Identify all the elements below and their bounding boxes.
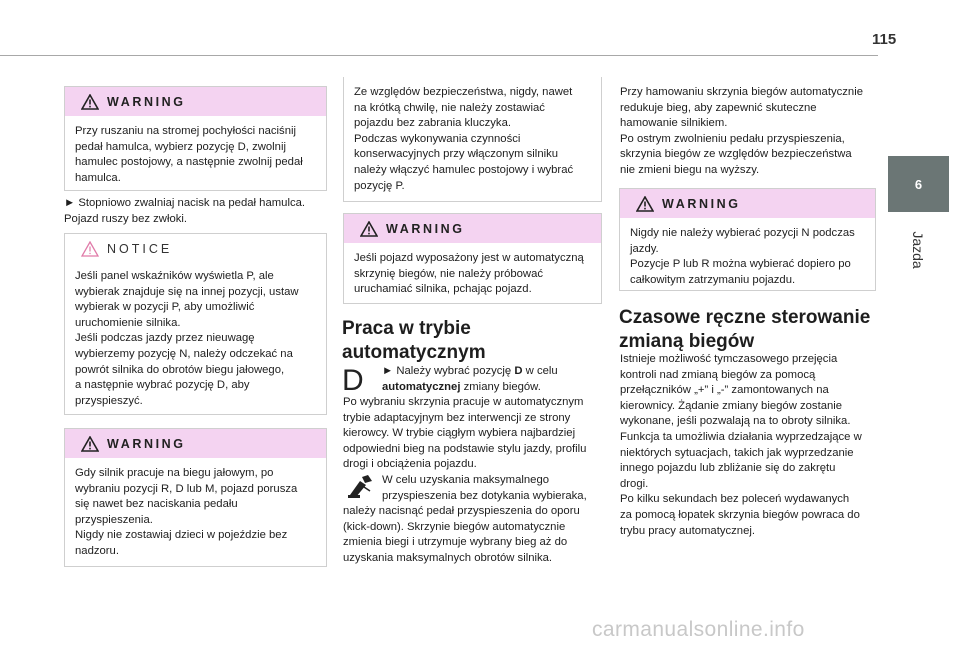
automatic-mode-text: Po wybraniu skrzynia pracuje w automatycznym trybie adaptacyjnym bez interwencji ze strony kierowcy. W trybie ciągłym wybiera najbardziej odpowiedni bieg na podstawie stylu jazdy, profilu drogi i obciążenia pojazdu. [343,396,587,471]
pedal-kickdown-icon [346,473,374,499]
header-rule [0,55,878,56]
braking-text: Przy hamowaniu skrzynia biegów automatycznie redukuje bieg, aby zapewnić skuteczne hamowanie silnikiem. Po ostrym zwolnieniu pedału przyspieszenia, skrzynia biegów ze względów bezpieczeństwa nie zmieni biegu na wyższy. [620,86,863,176]
chapter-title-tab [878,220,958,280]
warning-triangle-icon [360,221,378,237]
notice-text: Jeśli panel wskaźników wyświetla P, ale wybierak znajduje się na innej pozycji, ustaw wybierak w pozycji P, aby umożliwić uruchomienie silnika. Jeśli podczas jazdy przez nieuwagę wybierzemy pozycję N, należy odczekać na powrót silnika do obrotów biegu jałowego, a następnie wybrać pozycję D, aby przyspieszyć. [75,270,299,407]
warning-box-idle [64,428,327,567]
manual-mode-text: Istnieje możliwość tymczasowego przejęcia kontroli nad zmianą biegów za pomocą przełączników „+” i „-” zamontowanych na kierownicy. Żądanie zmiany biegów zostanie wykonane, jeśli pozwalają na to obroty silnika. Funkcja ta umożliwia działania wyprzedzające w niektórych sytuacjach, takich jak wyprzedzanie innego pojazdu lub zbliżanie się do zakrętu drogi. Po kilku sekundach bez poleceń wydawanych za pomocą łopatek skrzynia biegów powraca do trybu pracy automatycznej. [620,353,862,537]
warning-text: Gdy silnik pracuje na biegu jałowym, po wybraniu pozycji R, D lub M, pojazd porusza się nawet bez naciskania pedału przyspieszenia. Nigdy nie zostawiaj dzieci w pojeździe bez nadzoru. [75,467,298,557]
warning-label: WARNING [386,221,465,236]
section-heading-automatic: Praca w trybie automatycznym [342,318,486,363]
warning-box-neutral [619,188,876,291]
notice-label: NOTICE [107,241,173,256]
warning-header [620,189,875,218]
warning-box-push-start [343,213,602,304]
chapter-tab[interactable]: 6 [888,156,949,212]
step-release-brake: ► Stopniowo zwalniaj nacisk na pedał hamulca. Pojazd ruszy bez zwłoki. [64,197,306,225]
section-heading-manual: Czasowe ręczne sterowanie zmianą biegów [619,307,871,352]
kickdown-text: należy nacisnąć pedał przyspieszenia do oporu (kick-down). Skrzynie biegów automatycznie zmienia biegi i utrzymuje wybrany bieg aż do uzyskania maksymalnych obrotów silnika. [343,505,580,564]
warning-text: Nigdy nie należy wybierać pozycji N podczas jazdy. Pozycje P lub R można wybierać dopiero po całkowitym zatrzymaniu pojazdu. [630,227,855,286]
warning-label: WARNING [107,436,186,451]
warning-label: WARNING [107,94,186,109]
warning-header [65,429,326,458]
chapter-title: Jazda [910,231,926,269]
watermark[interactable]: carmanualsonline.info [592,618,805,641]
warning-header [344,214,601,243]
notice-header [65,234,326,263]
notice-triangle-icon [81,241,99,257]
warning-label: WARNING [662,196,741,211]
kickdown-lead: W celu uzyskania maksymalnego przyspieszenia bez dotykania wybieraka, [382,474,587,502]
page-number: 115 [872,31,897,48]
safety-intro-box [343,77,602,202]
warning-triangle-icon [636,196,654,212]
warning-text: Przy ruszaniu na stromej pochyłości naciśnij pedał hamulca, wybierz pozycję D, zwolnij hamulec postojowy, a następnie zwolnij pedał hamulca. [75,125,303,184]
warning-triangle-icon [81,436,99,452]
notice-box [64,233,327,415]
safety-intro-text: Ze względów bezpieczeństwa, nigdy, nawet na krótką chwilę, nie należy zostawiać pojazdu bez zabrania kluczyka. Podczas wykonywania czynności konserwacyjnych przy włączonym silniku należy włączyć hamulec postojowy i wybrać pozycję P. [354,86,574,192]
position-dropcap: D [342,364,364,397]
warning-header [65,87,326,116]
warning-box-hill-start [64,86,327,191]
select-d-instruction: ► Należy wybrać pozycję D w celu automatycznej zmiany biegów. [382,365,558,393]
warning-text: Jeśli pojazd wyposażony jest w automatyczną skrzynię biegów, nie należy próbować uruchamiać silnika, pchając pojazd. [354,252,584,296]
warning-triangle-icon [81,94,99,110]
